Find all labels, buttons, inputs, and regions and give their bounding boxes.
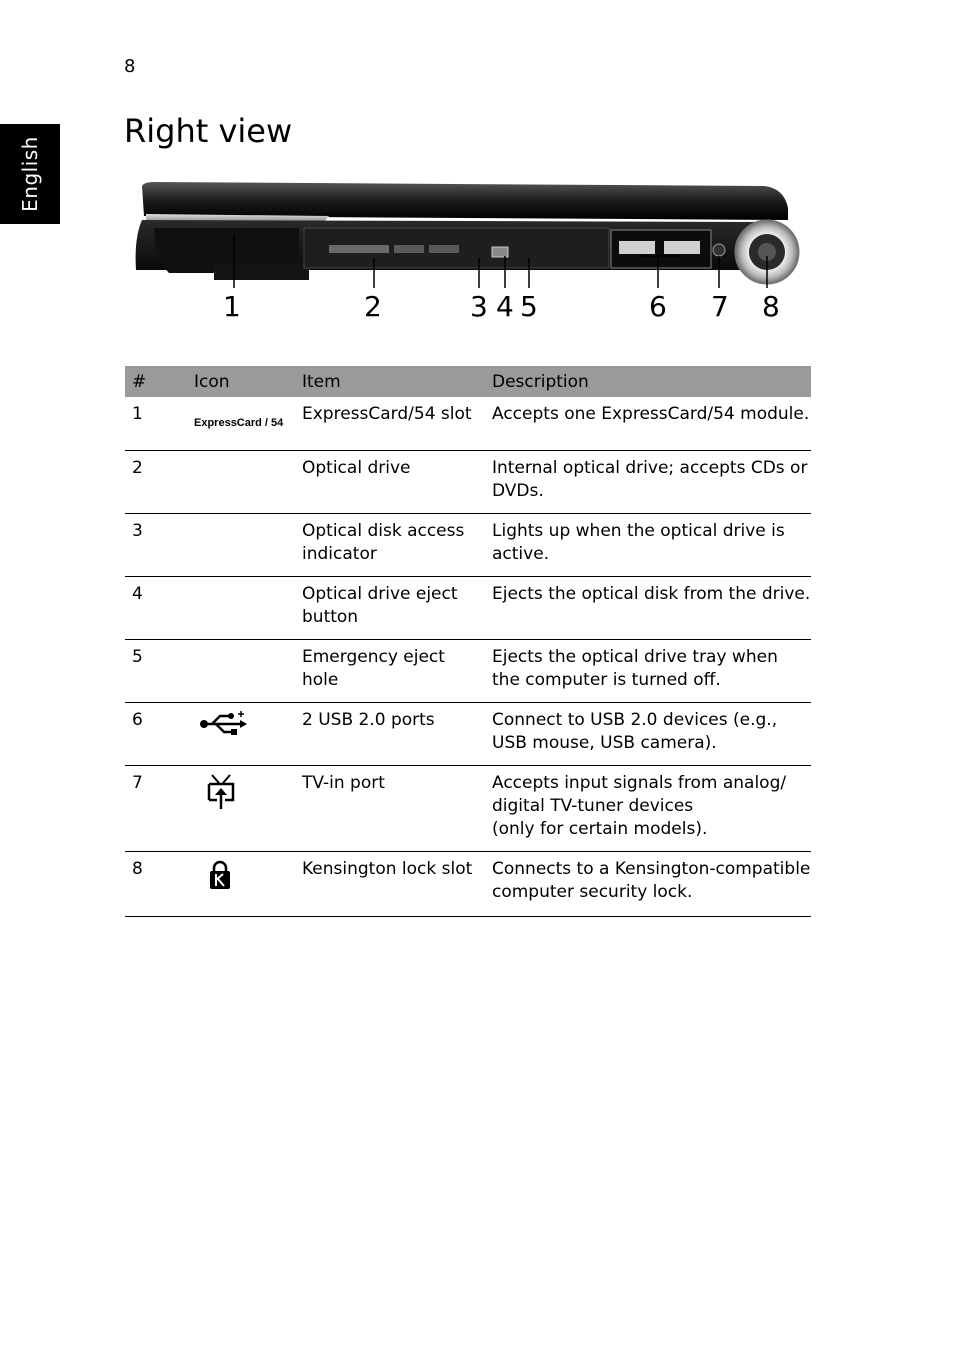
table-row [125,450,811,513]
callout-5: 5 [520,290,538,323]
row-description-line: (only for certain models). [492,818,708,839]
table-row [125,639,811,702]
page-title: Right view [124,112,293,150]
callout-1: 1 [223,290,241,323]
laptop-illustration [124,178,814,288]
callout-4: 4 [496,290,514,323]
callout-3: 3 [470,290,488,323]
ports-table [125,366,811,917]
row-num: 2 [125,450,187,513]
row-description: Ejects the optical disk from the drive. [485,576,811,639]
language-tab-label: English [18,136,42,212]
row-num: 6 [125,702,187,765]
row-icon [187,765,295,851]
header-num: # [125,366,187,397]
row-item: 2 USB 2.0 ports [295,702,485,765]
table-row [125,702,811,765]
table-row [125,851,811,916]
table-row [125,765,811,851]
row-num: 5 [125,639,187,702]
table-row [125,576,811,639]
row-icon [187,576,295,639]
usb-icon [198,711,250,744]
table-header-row [125,366,811,397]
row-num: 7 [125,765,187,851]
callout-6: 6 [649,290,667,323]
row-item: Optical drive [295,450,485,513]
table-row [125,397,811,450]
row-description: Ejects the optical drive tray when the computer is turned off. [485,639,811,702]
row-num: 4 [125,576,187,639]
header-icon: Icon [187,366,295,397]
expresscard-label: ExpressCard / 54 [194,417,284,429]
tv-in-icon [206,774,236,817]
callout-8: 8 [762,290,780,323]
row-description: Accepts one ExpressCard/54 module. [485,397,811,450]
row-item: Kensington lock slot [295,851,485,916]
table-row [125,513,811,576]
row-num: 8 [125,851,187,916]
row-item: TV-in port [295,765,485,851]
row-icon [187,397,295,450]
row-num: 3 [125,513,187,576]
row-item: Emergency eject hole [295,639,485,702]
row-icon [187,851,295,916]
language-tab [0,124,60,224]
header-description: Description [485,366,811,397]
header-item: Item [295,366,485,397]
row-description: Connects to a Kensington-compatible computer security lock. [485,851,811,916]
row-description: Internal optical drive; accepts CDs or DVDs. [485,450,811,513]
row-description: Lights up when the optical drive is active. [485,513,811,576]
page-number: 8 [124,56,136,77]
laptop-right-view-figure [124,178,814,328]
row-icon [187,513,295,576]
kensington-lock-icon [208,860,232,897]
row-icon [187,450,295,513]
callout-7: 7 [711,290,729,323]
row-item: Optical drive eject button [295,576,485,639]
row-description: Connect to USB 2.0 devices (e.g., USB mouse, USB camera). [485,702,811,765]
row-item: ExpressCard/54 slot [295,397,485,450]
row-icon [187,639,295,702]
row-description [485,765,811,851]
row-item: Optical disk access indicator [295,513,485,576]
row-icon [187,702,295,765]
row-description-line: Accepts input signals from analog/ digital TV-tuner devices [492,772,787,816]
row-num: 1 [125,397,187,450]
callout-2: 2 [364,290,382,323]
